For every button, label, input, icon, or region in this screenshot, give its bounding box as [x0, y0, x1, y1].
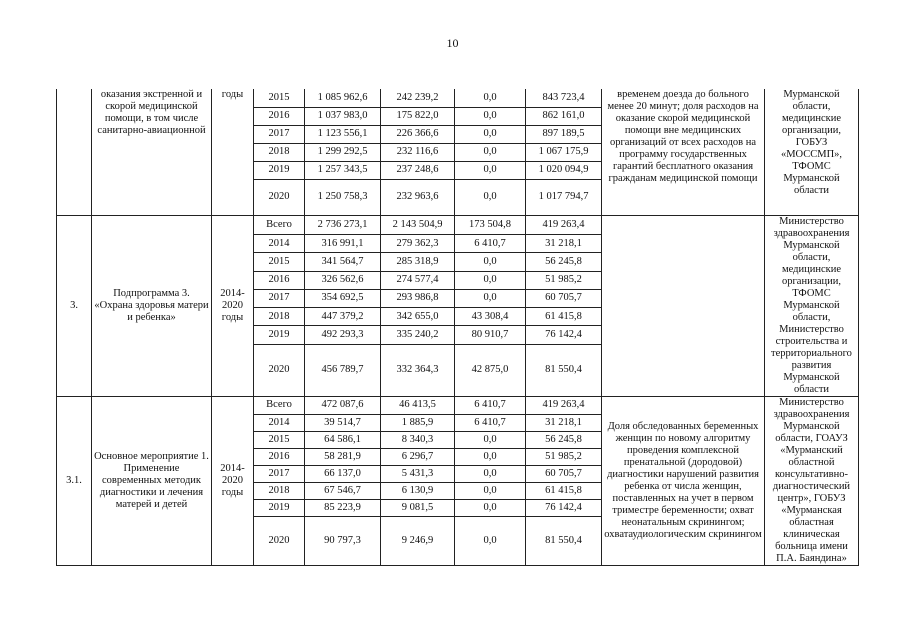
table-row — [57, 396, 859, 414]
total-funding-cell: 85 223,9 — [305, 500, 381, 517]
year-cell: 2018 — [254, 482, 305, 499]
federal-budget-cell: 0,0 — [455, 271, 526, 289]
table-row — [57, 215, 859, 234]
federal-budget-cell: 0,0 — [455, 125, 526, 143]
measure-name: оказания экстренной и скорой медицинской помощи, в том числе санитарно-авиационной — [92, 89, 212, 215]
other-sources-cell: 51 985,2 — [526, 271, 602, 289]
regional-budget-cell: 2 143 504,9 — [381, 215, 455, 234]
federal-budget-cell: 0,0 — [455, 431, 526, 448]
federal-budget-cell: 0,0 — [455, 465, 526, 482]
indicator: временем доезда до больного менее 20 минут; доля расходов на оказание скорой медицинской помощи вне медицинских организаций от всех расходов на программу государственных гарантий бесплатного оказания гражданам медицинской помощи — [602, 89, 765, 215]
executor: Министерство здравоохранения Мурманской области, ГОАУЗ «Мурманский областной консультативно-диагностический центр», ГОБУЗ «Мурманская областная клиническая больница имени П.А. Баяндина» — [765, 396, 859, 565]
federal-budget-cell: 0,0 — [455, 448, 526, 465]
row-number: 3.1. — [57, 396, 92, 565]
total-funding-cell: 447 379,2 — [305, 308, 381, 326]
regional-budget-cell: 175 822,0 — [381, 107, 455, 125]
total-funding-cell: 90 797,3 — [305, 517, 381, 565]
other-sources-cell: 31 218,1 — [526, 234, 602, 252]
other-sources-cell: 1 020 094,9 — [526, 161, 602, 179]
other-sources-cell: 61 415,8 — [526, 482, 602, 499]
total-funding-cell: 1 037 983,0 — [305, 107, 381, 125]
other-sources-cell: 56 245,8 — [526, 253, 602, 271]
regional-budget-cell: 342 655,0 — [381, 308, 455, 326]
period: годы — [212, 89, 254, 215]
regional-budget-cell: 237 248,6 — [381, 161, 455, 179]
year-cell: 2014 — [254, 234, 305, 252]
total-funding-cell: 64 586,1 — [305, 431, 381, 448]
total-funding-cell: 39 514,7 — [305, 414, 381, 431]
other-sources-cell: 76 142,4 — [526, 326, 602, 344]
regional-budget-cell: 8 340,3 — [381, 431, 455, 448]
year-cell: 2015 — [254, 253, 305, 271]
year-cell: 2017 — [254, 125, 305, 143]
other-sources-cell: 76 142,4 — [526, 500, 602, 517]
regional-budget-cell: 274 577,4 — [381, 271, 455, 289]
year-cell: 2017 — [254, 289, 305, 307]
regional-budget-cell: 232 116,6 — [381, 143, 455, 161]
table-row — [57, 89, 859, 107]
year-cell: Всего — [254, 396, 305, 414]
federal-budget-cell: 0,0 — [455, 89, 526, 107]
total-funding-cell: 326 562,6 — [305, 271, 381, 289]
regional-budget-cell: 9 081,5 — [381, 500, 455, 517]
year-cell: 2016 — [254, 107, 305, 125]
total-funding-cell: 1 123 556,1 — [305, 125, 381, 143]
regional-budget-cell: 6 296,7 — [381, 448, 455, 465]
total-funding-cell: 1 257 343,5 — [305, 161, 381, 179]
regional-budget-cell: 1 885,9 — [381, 414, 455, 431]
other-sources-cell: 862 161,0 — [526, 107, 602, 125]
regional-budget-cell: 335 240,2 — [381, 326, 455, 344]
regional-budget-cell: 332 364,3 — [381, 344, 455, 396]
year-cell: 2018 — [254, 143, 305, 161]
year-cell: 2020 — [254, 517, 305, 565]
other-sources-cell: 897 189,5 — [526, 125, 602, 143]
other-sources-cell: 419 263,4 — [526, 396, 602, 414]
federal-budget-cell: 0,0 — [455, 289, 526, 307]
federal-budget-cell: 80 910,7 — [455, 326, 526, 344]
total-funding-cell: 66 137,0 — [305, 465, 381, 482]
year-cell: 2019 — [254, 500, 305, 517]
year-cell: 2019 — [254, 326, 305, 344]
indicator — [602, 215, 765, 396]
year-cell: 2018 — [254, 308, 305, 326]
regional-budget-cell: 6 130,9 — [381, 482, 455, 499]
regional-budget-cell: 242 239,2 — [381, 89, 455, 107]
other-sources-cell: 843 723,4 — [526, 89, 602, 107]
other-sources-cell: 1 067 175,9 — [526, 143, 602, 161]
other-sources-cell: 61 415,8 — [526, 308, 602, 326]
other-sources-cell: 81 550,4 — [526, 344, 602, 396]
federal-budget-cell: 0,0 — [455, 143, 526, 161]
total-funding-cell: 67 546,7 — [305, 482, 381, 499]
total-funding-cell: 492 293,3 — [305, 326, 381, 344]
program-table — [56, 89, 859, 566]
other-sources-cell: 60 705,7 — [526, 465, 602, 482]
year-cell: 2015 — [254, 431, 305, 448]
federal-budget-cell: 0,0 — [455, 179, 526, 215]
year-cell: 2020 — [254, 179, 305, 215]
regional-budget-cell: 226 366,6 — [381, 125, 455, 143]
federal-budget-cell: 173 504,8 — [455, 215, 526, 234]
total-funding-cell: 2 736 273,1 — [305, 215, 381, 234]
federal-budget-cell: 6 410,7 — [455, 234, 526, 252]
executor: Министерство здравоохранения Мурманской области, медицинские организации, ТФОМС Мурманской области, Министерство строительства и территориального развития Мурманской области — [765, 215, 859, 396]
regional-budget-cell: 9 246,9 — [381, 517, 455, 565]
period: 2014-2020 годы — [212, 396, 254, 565]
federal-budget-cell: 43 308,4 — [455, 308, 526, 326]
federal-budget-cell: 42 875,0 — [455, 344, 526, 396]
other-sources-cell: 56 245,8 — [526, 431, 602, 448]
other-sources-cell: 1 017 794,7 — [526, 179, 602, 215]
federal-budget-cell: 0,0 — [455, 107, 526, 125]
year-cell: 2020 — [254, 344, 305, 396]
year-cell: 2017 — [254, 465, 305, 482]
federal-budget-cell: 0,0 — [455, 482, 526, 499]
regional-budget-cell: 279 362,3 — [381, 234, 455, 252]
total-funding-cell: 456 789,7 — [305, 344, 381, 396]
row-number — [57, 89, 92, 215]
year-cell: Всего — [254, 215, 305, 234]
total-funding-cell: 1 250 758,3 — [305, 179, 381, 215]
year-cell: 2016 — [254, 271, 305, 289]
measure-name: Основное мероприятие 1. Применение современных методик диагностики и лечения матерей и детей — [92, 396, 212, 565]
period: 2014-2020 годы — [212, 215, 254, 396]
federal-budget-cell: 0,0 — [455, 500, 526, 517]
other-sources-cell: 81 550,4 — [526, 517, 602, 565]
total-funding-cell: 341 564,7 — [305, 253, 381, 271]
federal-budget-cell: 6 410,7 — [455, 396, 526, 414]
total-funding-cell: 472 087,6 — [305, 396, 381, 414]
federal-budget-cell: 0,0 — [455, 253, 526, 271]
total-funding-cell: 354 692,5 — [305, 289, 381, 307]
year-cell: 2014 — [254, 414, 305, 431]
regional-budget-cell: 285 318,9 — [381, 253, 455, 271]
federal-budget-cell: 0,0 — [455, 517, 526, 565]
regional-budget-cell: 232 963,6 — [381, 179, 455, 215]
year-cell: 2015 — [254, 89, 305, 107]
year-cell: 2019 — [254, 161, 305, 179]
total-funding-cell: 58 281,9 — [305, 448, 381, 465]
measure-name: Подпрограмма 3. «Охрана здоровья матери и ребенка» — [92, 215, 212, 396]
total-funding-cell: 1 085 962,6 — [305, 89, 381, 107]
federal-budget-cell: 6 410,7 — [455, 414, 526, 431]
row-number: 3. — [57, 215, 92, 396]
page-number: 10 — [446, 36, 459, 50]
other-sources-cell: 31 218,1 — [526, 414, 602, 431]
executor: Мурманской области, медицинские организации, ГОБУЗ «МОССМП», ТФОМС Мурманской области — [765, 89, 859, 215]
federal-budget-cell: 0,0 — [455, 161, 526, 179]
other-sources-cell: 51 985,2 — [526, 448, 602, 465]
total-funding-cell: 316 991,1 — [305, 234, 381, 252]
total-funding-cell: 1 299 292,5 — [305, 143, 381, 161]
regional-budget-cell: 293 986,8 — [381, 289, 455, 307]
indicator: Доля обследованных беременных женщин по новому алгоритму проведения комплексной пренатальной (дородовой) диагностики нарушений развития ребенка от числа женщин, поставленных на учет в первом триместре беременности; охват неонатальным скринингом; охватаудиологическим скринингом — [602, 396, 765, 565]
year-cell: 2016 — [254, 448, 305, 465]
regional-budget-cell: 5 431,3 — [381, 465, 455, 482]
other-sources-cell: 419 263,4 — [526, 215, 602, 234]
other-sources-cell: 60 705,7 — [526, 289, 602, 307]
regional-budget-cell: 46 413,5 — [381, 396, 455, 414]
